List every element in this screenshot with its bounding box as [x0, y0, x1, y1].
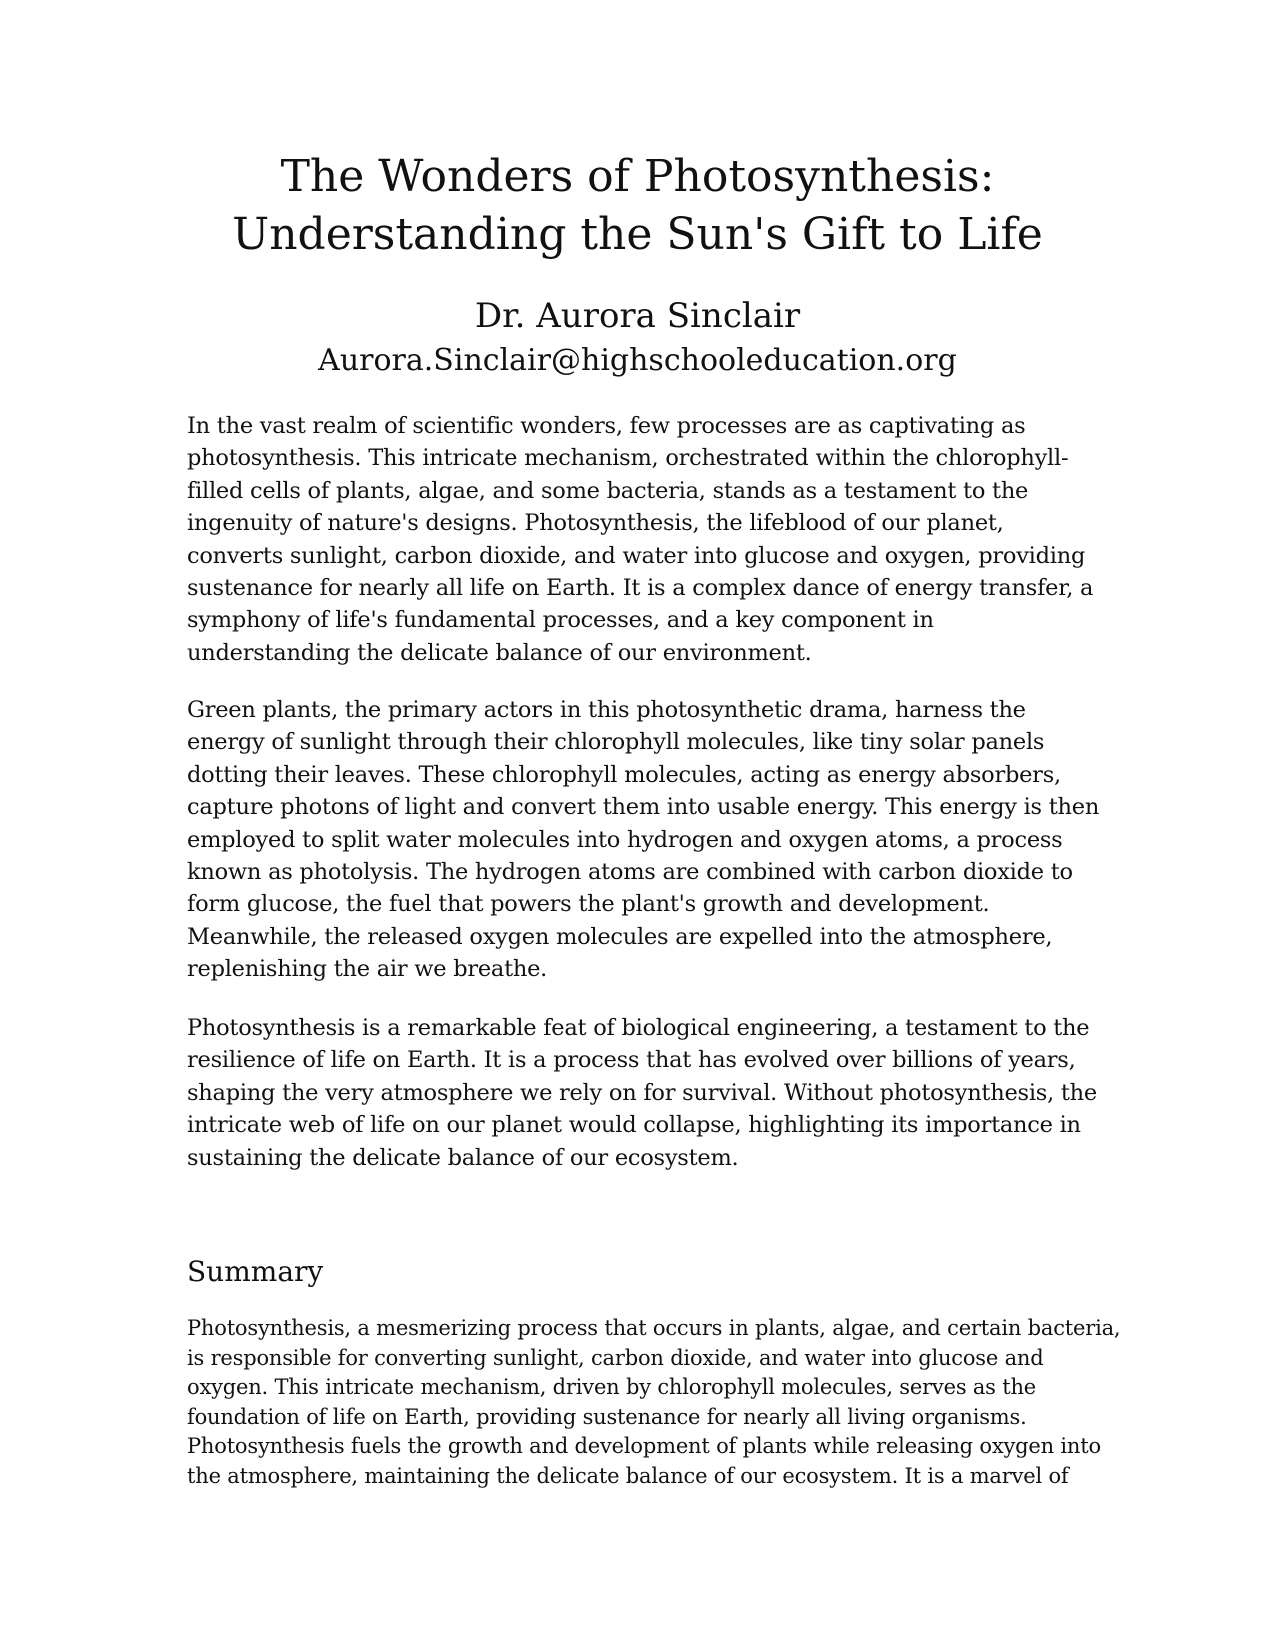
paragraph-line: shaping the very atmosphere we rely on for survival. Without photosynthesis, the: [187, 1079, 1097, 1106]
paragraph-line: intricate web of life on our planet would collapse, highlighting its importance in: [187, 1112, 1081, 1139]
paragraph-line: replenishing the air we breathe.: [187, 956, 548, 983]
paragraph-line: dotting their leaves. These chlorophyll molecules, acting as energy absorbers,: [187, 761, 1061, 788]
summary-section: [187, 1314, 1121, 1492]
summary-paragraph: [187, 1314, 1121, 1492]
author-email: Aurora.Sinclair@highschooleducation.org: [318, 343, 957, 378]
summary-heading: Summary: [187, 1255, 324, 1288]
paragraph-line: Green plants, the primary actors in this photosynthetic drama, harness the: [187, 697, 1026, 723]
paragraph-line: converts sunlight, carbon dioxide, and water into glucose and oxygen, providing: [187, 542, 1086, 569]
paragraph-line: employed to split water molecules into hydrogen and oxygen atoms, a process: [187, 826, 1063, 853]
paragraph-line: sustenance for nearly all life on Earth. It is a complex dance of energy transfer, a: [187, 575, 1094, 602]
paragraph-line: form glucose, the fuel that powers the plant's growth and development.: [187, 891, 990, 918]
paragraph-line: sustaining the delicate balance of our ecosystem.: [187, 1144, 739, 1171]
summary-line: oxygen. This intricate mechanism, driven by chlorophyll molecules, serves as the: [187, 1375, 1037, 1400]
paragraph-line: symphony of life's fundamental processes, and a key component in: [187, 607, 934, 634]
paragraph-line: understanding the delicate balance of our environment.: [187, 639, 812, 666]
paragraph: [187, 1012, 1097, 1174]
title-line: The Wonders of Photosynthesis:: [280, 151, 995, 202]
paragraph-line: ingenuity of nature's designs. Photosynthesis, the lifeblood of our planet,: [187, 510, 1004, 537]
body-paragraph-2: [187, 694, 1100, 986]
paragraph-line: Meanwhile, the released oxygen molecules are expelled into the atmosphere,: [187, 923, 1053, 950]
author-name: Dr. Aurora Sinclair: [474, 296, 801, 336]
paragraph-line: known as photolysis. The hydrogen atoms are combined with carbon dioxide to: [187, 859, 1073, 886]
paragraph: [187, 410, 1094, 669]
summary-line: Photosynthesis fuels the growth and development of plants while releasing oxygen into: [187, 1434, 1101, 1459]
paragraph-line: energy of sunlight through their chlorophyll molecules, like tiny solar panels: [187, 729, 1045, 756]
summary-line: the atmosphere, maintaining the delicate balance of our ecosystem. It is a marvel of: [187, 1463, 1069, 1488]
paragraph: [187, 694, 1100, 986]
summary-line: is responsible for converting sunlight, carbon dioxide, and water into glucose and: [187, 1345, 1044, 1370]
paragraph-line: Photosynthesis is a remarkable feat of biological engineering, a testament to the: [187, 1015, 1090, 1041]
paragraph-line: capture photons of light and convert them into usable energy. This energy is then: [187, 794, 1100, 821]
summary-line: Photosynthesis, a mesmerizing process that occurs in plants, algae, and certain bacteria,: [187, 1316, 1121, 1340]
title-line: Understanding the Sun's Gift to Life: [232, 209, 1043, 260]
document-title: [0, 148, 1275, 264]
paragraph-line: In the vast realm of scientific wonders, few processes are as captivating as: [187, 413, 1026, 439]
summary-line: foundation of life on Earth, providing sustenance for nearly all living organisms.: [187, 1404, 1027, 1429]
paragraph-line: filled cells of plants, algae, and some bacteria, stands as a testament to the: [187, 477, 1029, 504]
paragraph-line: resilience of life on Earth. It is a process that has evolved over billions of years,: [187, 1047, 1076, 1074]
paragraph-line: photosynthesis. This intricate mechanism, orchestrated within the chlorophyll-: [187, 445, 1069, 472]
body-paragraph-3: [187, 1012, 1097, 1174]
body-paragraph-1: [187, 410, 1094, 669]
